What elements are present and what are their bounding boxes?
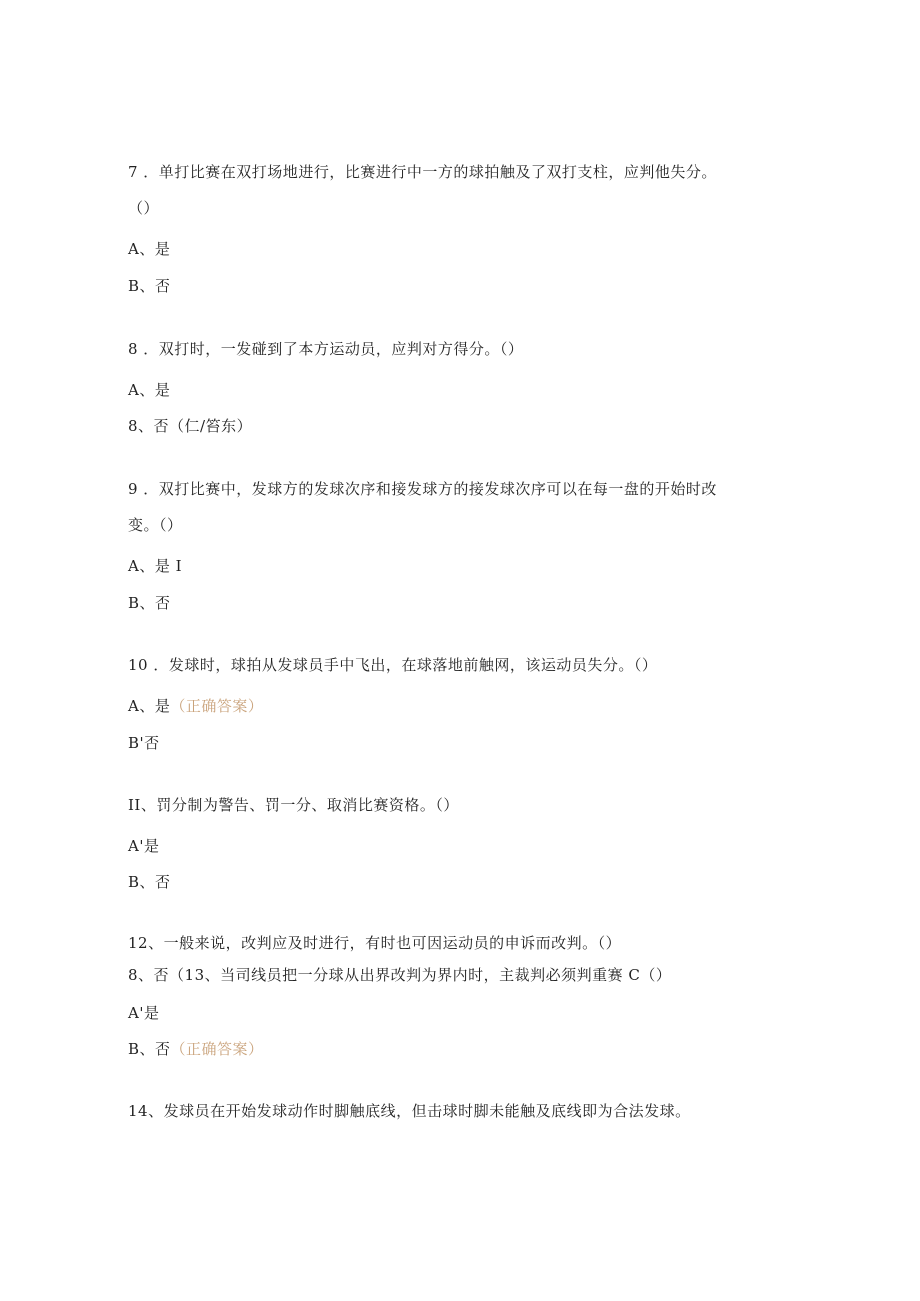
question-7-option-a: A、是: [128, 240, 171, 258]
correct-answer-note: （正确答案）: [170, 1040, 264, 1058]
question-8-option-a: A、是: [128, 381, 171, 399]
question-10-option-a: [128, 696, 263, 716]
question-10-text: 10 ．发球时，球拍从发球员手中飞出，在球落地前触网，该运动员失分。（）: [128, 656, 658, 674]
question-10-option-b: B'否: [128, 734, 160, 752]
question-7-option-b: B、否: [128, 277, 171, 295]
question-13-option-a: A'是: [128, 1004, 160, 1022]
question-9-option-b: B、否: [128, 594, 171, 612]
question-9-continuation: 变。（）: [128, 516, 183, 534]
question-7-paren: （）: [128, 199, 160, 217]
question-13-text: 8、否（13、当司线员把一分球从出界改判为界内时，主裁判必须判重赛 C（）: [128, 966, 672, 984]
question-11-option-b: B、否: [128, 873, 171, 891]
question-9-text: 9 ．双打比赛中，发球方的发球次序和接发球方的接发球次序可以在每一盘的开始时改: [128, 480, 717, 498]
question-8-text: 8 ．双打时，一发碰到了本方运动员，应判对方得分。（）: [128, 340, 524, 358]
option-a-label: A、是: [128, 697, 171, 715]
question-11-text: II、罚分制为警告、罚一分、取消比赛资格。（）: [128, 796, 459, 814]
correct-answer-note: （正确答案）: [170, 697, 264, 715]
question-12-text: 12、一般来说，改判应及时进行，有时也可因运动员的申诉而改判。（）: [128, 934, 622, 952]
question-8-option-b: 8、否（仁/笞东）: [128, 417, 253, 435]
question-7-text: 7 ．单打比赛在双打场地进行，比赛进行中一方的球拍触及了双打支柱，应判他失分。: [128, 163, 717, 181]
question-11-option-a: A'是: [128, 837, 160, 855]
question-9-option-a: A、是 I: [128, 557, 183, 575]
question-13-option-b: [128, 1039, 264, 1059]
option-b-label: B、否: [128, 1040, 171, 1058]
question-14-text: 14、发球员在开始发球动作时脚触底线，但击球时脚未能触及底线即为合法发球。: [128, 1102, 691, 1120]
